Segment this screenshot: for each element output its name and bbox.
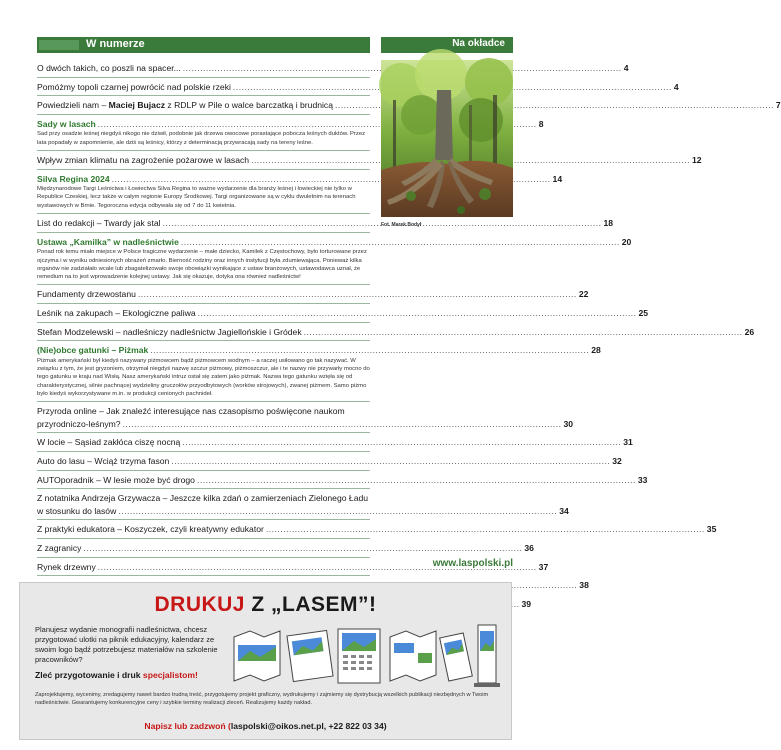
toc-entry-page: 4 (673, 81, 679, 92)
toc-entry-description: Sad przy osadzie leśnej niegdyś nikogo nie dziwił, podobnie jak drzewa owocowe porastające pobocza leśnych duktów. Przez lata popadały w zapomnienie, ale dziś są leśnicy, którzy z determinacją przywracają sady na tereny leśne. (37, 131, 366, 146)
toc-entry-title-person: Maciej Bujacz (108, 100, 166, 111)
toc-entry[interactable] (37, 326, 755, 339)
toc-entry[interactable] (37, 307, 649, 320)
toc-entry-title: Z zagranicy (37, 543, 82, 554)
toc-entry-title-line1: Z notatnika Andrzeja Grzywacza – Jeszcze kilka zdań o zamierzeniach Zielonego Ładu (37, 493, 369, 504)
forest-tree-illustration (381, 60, 513, 217)
toc-entry-title: Ustawa „Kamilka” w nadleśnictwie (37, 236, 179, 247)
toc-entry-page: 38 (579, 580, 589, 591)
toc-entry[interactable] (37, 523, 717, 536)
toc-entry-page: 32 (612, 456, 622, 467)
toc-entry-page: 20 (621, 236, 632, 247)
folded-map-icon (234, 631, 280, 681)
toc-entry-title: Stefan Modzelewski – nadleśniczy nadleśnictw Jagiellońskie i Gródek (37, 326, 302, 337)
toc-entry-page: 14 (552, 173, 563, 184)
toc-entry-title: Z praktyki edukatora – Koszyczek, czyli kreatywny edukator (37, 524, 264, 535)
toc-entry-title: Auto do lasu – Wciąż trzyma fason (37, 456, 170, 467)
toc-entry-page: 18 (603, 218, 614, 229)
contact-email-link[interactable]: laspolski@oikos.net.pl (230, 721, 324, 731)
toc-entry-title-line2: w stosunku do lasów (37, 505, 117, 516)
toc-entry-featured[interactable] (37, 118, 544, 147)
print-service-banner (19, 582, 512, 740)
toc-entry-title: Sady w lasach (37, 118, 96, 129)
toc-entry-title: Rynek drzewny (37, 561, 96, 572)
banner-service-description: Zaprojektujemy, wycenimy, zredagujemy nawet bardzo trudną treść, przygotujemy projekt graficzny, wydrukujemy i zajmiemy się dystrybucją wszelkich publikacji niezbędnych w Twoim nadleśnictwie. Gwarantujemy konkurencyjne ceny i szybkie terminy realizacji zleceń. Realizujemy każdy nakład. (35, 692, 489, 707)
toc-entry-title-line1: Przyroda online – Jak znaleźć interesujące nas czasopismo poświęcone naukom (37, 406, 345, 417)
toc-entry-featured[interactable] (37, 344, 601, 398)
toc-entry-title: List do redakcji – Twardy jak stal (37, 218, 161, 229)
toc-entry[interactable] (37, 81, 679, 94)
toc-entry-title: W locie – Sąsiad zakłóca ciszę nocną (37, 437, 181, 448)
toc-entry[interactable] (37, 62, 629, 75)
book-icon (440, 633, 473, 681)
toc-entry-page: 26 (744, 326, 755, 337)
toc-entry-description: Międzynarodowe Targi Leśnictwa i Łowiectwa Silva Regina to ważne wydarzenie dla branży leśnej i łowieckiej nie tylko w Republice Czeskiej, lecz także w całym regionie Europy Środkowej. Targi organizowane są w cyklu dwuletnim na terenach wystawowych w Brnie. Tegoroczna edycja odbywała się od 7 do 11 kwietnia. (37, 186, 356, 209)
toc-entry[interactable] (37, 455, 622, 468)
contact-phone: , +22 822 03 34) (323, 721, 387, 731)
toc-entry-title: Leśnik na zakupach – Ekologiczne paliwa (37, 308, 196, 319)
toc-entry-page: 35 (706, 524, 717, 535)
printed-materials-illustration (230, 623, 500, 689)
toc-entry-page: 25 (638, 308, 649, 319)
toc-entry-title-line2: przyrodniczo-leśnym? (37, 418, 121, 429)
toc-entry-title: Fundamenty drzewostanu (37, 289, 136, 300)
website-link[interactable]: www.laspolski.pl (432, 558, 513, 569)
photo-credit: Fot. Marek Bodył (381, 222, 422, 228)
toc-entry-title: O dwóch takich, co poszli na spacer... (37, 63, 181, 73)
leaflet-icon (390, 631, 436, 681)
contents-header-bar (37, 37, 370, 53)
toc-entry-title: Silva Regina 2024 (37, 173, 110, 184)
toc-entry[interactable] (37, 288, 589, 301)
toc-entry-title: Wpływ zmian klimatu na zagrożenie pożarowe w lasach (37, 154, 250, 165)
toc-entry[interactable] (37, 542, 534, 555)
toc-entry-page: 12 (692, 154, 702, 165)
banner-contact (20, 721, 511, 731)
toc-entry-title-prefix: Powiedzieli nam – (37, 100, 109, 111)
banner-call-to-action (35, 670, 198, 680)
banner-cta-text: Zleć przygotowanie i druk (35, 670, 143, 680)
toc-entry-title: (Nie)obce gatunki – Piżmak (37, 345, 149, 356)
banner-headline-red: DRUKUJ (154, 593, 245, 616)
toc-entry-page: 8 (538, 118, 544, 129)
toc-entry-page: 22 (578, 289, 589, 300)
toc-entry-featured[interactable] (37, 173, 563, 210)
toc-entry-page: 34 (559, 505, 569, 516)
toc-entry-page: 33 (637, 474, 648, 485)
cover-photo (381, 60, 513, 217)
toc-entry-featured[interactable] (37, 236, 632, 282)
calendar-icon (338, 629, 380, 683)
toc-entry-page: 7 (775, 100, 781, 111)
cover-header-title: Na okładce (452, 38, 505, 49)
toc-entry-title: AUTOporadnik – W lesie może być drogo (37, 474, 195, 485)
banner-contact-prefix: Napisz lub zadzwoń ( (144, 721, 231, 731)
toc-entry-title-suffix: z RDLP w Pile o walce barczatką i brudnicą (165, 100, 333, 111)
toc-entry[interactable] (37, 492, 569, 517)
toc-entry-page: 30 (563, 418, 574, 429)
toc-entry-description: Piżmak amerykański był kiedyś nazywany piżmowcem bądź piżmowcem wodnym – a raczej usiłowano go tak nazywać. W związku z tym, że jest gryzoniem, otrzymał niegdyś nazwę szczur piżmowy, piżmoszczur, ale i te nazwy nie przywarły mocno do tego gatunku w kraju nad Wisłą. Nasz amerykański intruz ostał się zatem jako piżmak. Nazwa tego gatunku wzięła się od charakterystycznej, silnie pachnącej wydzieliny gruczołów przyodbytowych (worków strojowych), zwanej piżmem. Samo piżmo było kiedyś wykorzystywane m.in. w produkcji cenionych pachnideł. (37, 357, 370, 397)
toc-entry-title: Pomóżmy topoli czarnej powrócić nad polskie rzeki (37, 81, 231, 92)
toc-entry-page: 4 (623, 63, 629, 73)
toc-entry-page: 39 (521, 598, 532, 609)
toc-entry[interactable] (37, 154, 702, 167)
toc-entry-page: 37 (538, 561, 549, 572)
contents-header-title: W numerze (86, 38, 145, 50)
toc-entry[interactable] (37, 436, 633, 449)
toc-entry-description: Ponad rok temu miało miejsce w Polsce tragiczne wydarzenie – małe dziecko, Kamilek z Częstochowy, było torturowane przez ojczyma i w wyniku odniesionych obrażeń zmarło. Bierność rodziny oraz innych instytucji była zdumiewająca. Ponieważ kilka organów nie zadziałało wcale lub zbagatelizowało swoje obowiązki wynikające z ustaw branżowych, ustawodawca uznał, że remedium na to jest wprowadzenie kolejnej ustawy. Jak się okazuje, dotyka ona również nadleśnictw! (37, 249, 367, 281)
toc-entry[interactable] (37, 405, 574, 430)
brochure-icon (287, 630, 333, 681)
toc-entry-page: 28 (591, 345, 601, 356)
banner-body-text: Planujesz wydanie monografii nadleśnictwa, chcesz przygotować ulotki na piknik edukacyjny, kalendarz ze swoim logo bądź potrzebujesz materiałów na szkolenie pracowników? (35, 625, 218, 664)
banner-headline-black: Z „LASEM”! (245, 593, 377, 616)
banner-cta-highlight: specjalistom! (142, 670, 198, 680)
toc-entry[interactable] (37, 474, 648, 487)
banner-headline (20, 593, 511, 617)
toc-entry-page: 36 (524, 543, 534, 554)
toc-entry[interactable] (37, 99, 781, 112)
toc-entry-page: 31 (623, 437, 633, 448)
rollup-banner-icon (474, 625, 500, 687)
